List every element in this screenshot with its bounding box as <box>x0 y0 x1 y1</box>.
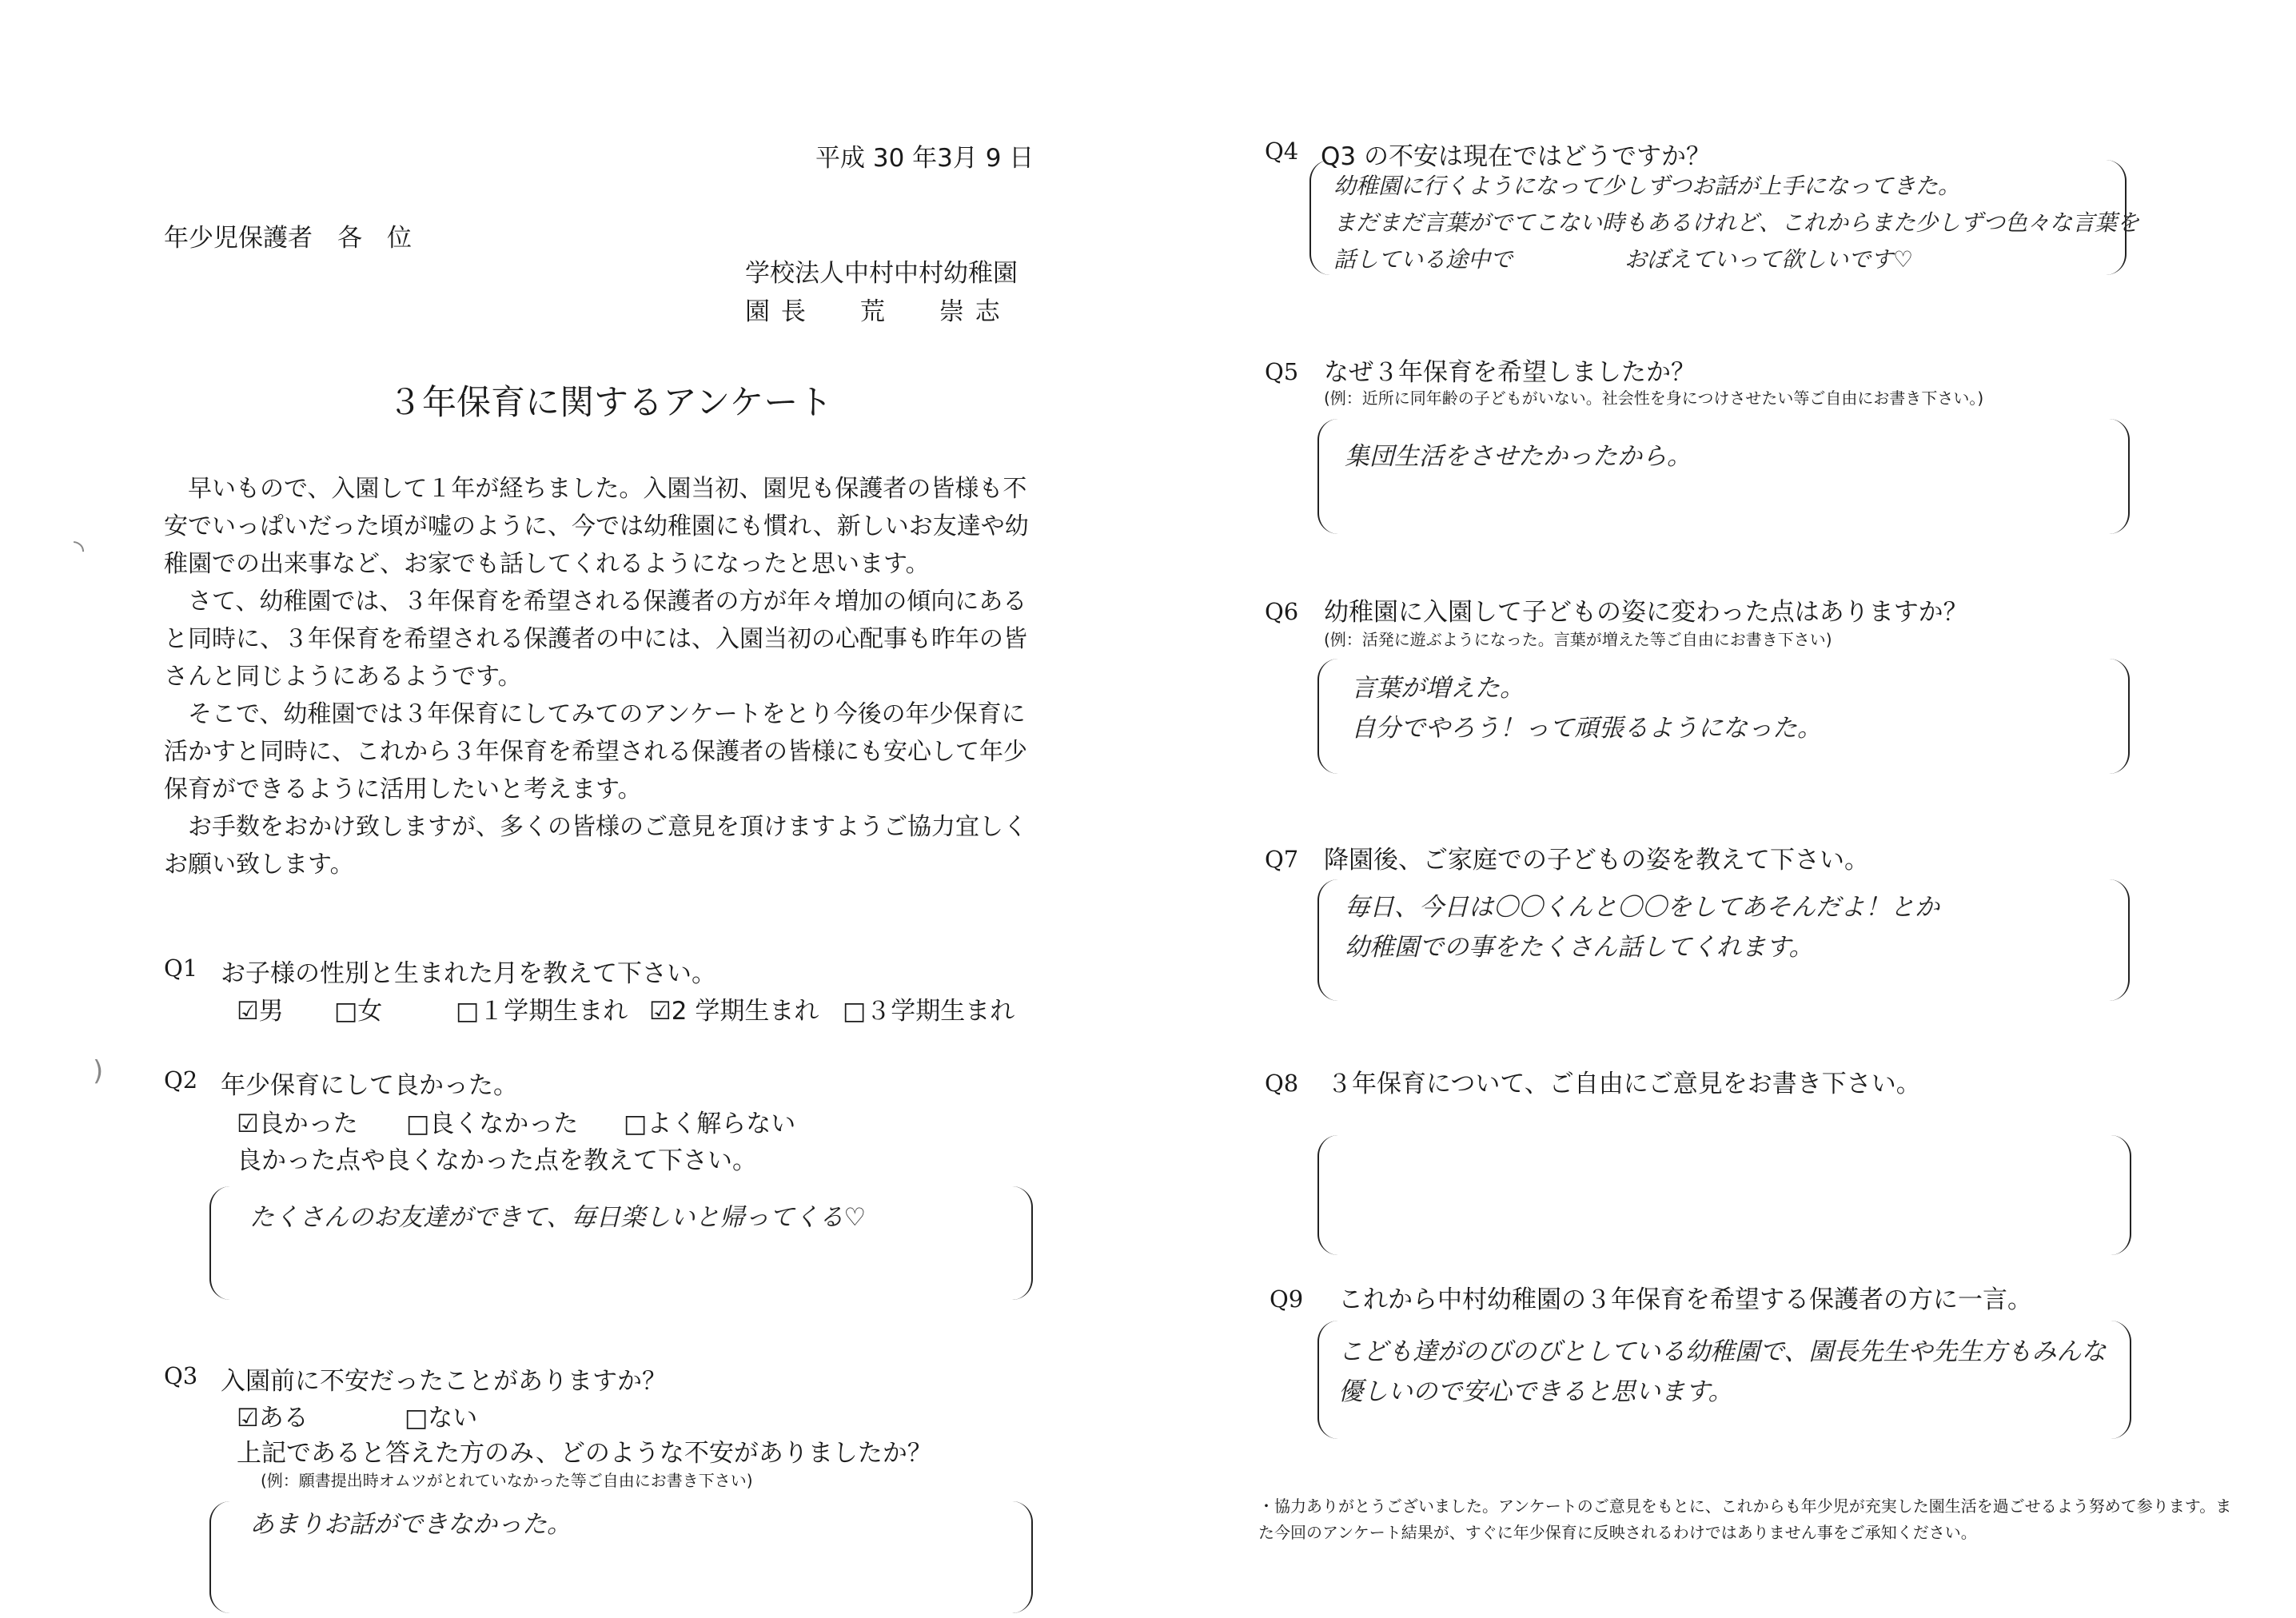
q2-option-good[interactable]: ☑良かった <box>237 1110 358 1138</box>
footer-note: ・協力ありがとうございました。アンケートのご意見をもとに、これからも年少児が充実した園生活を過ごせるよう努めて参ります。また今回のアンケート結果が、すぐに年少保育に反映されるわけではありません事をご承知ください。 <box>1258 1496 2232 1542</box>
q9-question: これから中村幼稚園の３年保育を希望する保護者の方に一言。 <box>1338 1285 2032 1314</box>
q1-number: Q1 <box>164 954 198 982</box>
q2-answer: たくさんのお友達ができて、毎日楽しいと帰ってくる♡ <box>249 1203 867 1232</box>
q4-answer-line: まだまだ言葉がでてこない時もあるけれど、これからまた少しずつ色々な言葉を <box>1333 209 2140 236</box>
q6-answer-line: 自分でやろう！って頑張るようになった。 <box>1351 714 1822 743</box>
q3-option-no[interactable]: □ない <box>405 1404 478 1433</box>
q1-option-term1[interactable]: □１学期生まれ <box>456 997 628 1026</box>
q4-answer <box>1333 168 2139 278</box>
punch-hole-mark: ◝ <box>74 534 85 566</box>
q2-question: 年少保育にして良かった。 <box>221 1071 518 1100</box>
q6-example: (例：活発に遊ぶようになった。言葉が増えた等ご自由にお書き下さい) <box>1324 630 1832 649</box>
intro-paragraph: 早いもので、入園して１年が経ちました。入園当初、園児も保護者の皆様も不安でいっぱいだった頃が嘘のように、今では幼稚園にも慣れ、新しいお友達や幼稚園での出来事など、お家でも話してくれるようになったと思います。 <box>164 475 1029 578</box>
q4-number: Q4 <box>1265 137 1299 165</box>
q2-number: Q2 <box>164 1066 198 1094</box>
intro-paragraph: さて、幼稚園では、３年保育を希望される保護者の方が年々増加の傾向にあると同時に、３年保育を希望される保護者の中には、入園当初の心配事も昨年の皆さんと同じようにあるようです。 <box>164 588 1027 691</box>
q6-answer <box>1351 668 1822 748</box>
q3-option-yes[interactable]: ☑ある <box>237 1404 309 1433</box>
q5-answer: 集団生活をさせたかったから。 <box>1345 442 1692 471</box>
q4-answer-line: 幼稚園に行くようになって少しずつお話が上手になってきた。 <box>1333 173 1961 199</box>
q8-answer-box[interactable] <box>1317 1135 2131 1255</box>
intro-paragraph: お手数をおかけ致しますが、多くの皆様のご意見を頂けますようご協力宜しくお願い致します。 <box>164 813 1027 879</box>
q1-option-term2[interactable]: ☑2 学期生まれ <box>649 997 819 1026</box>
q1-option-term3[interactable]: □３学期生まれ <box>843 997 1015 1026</box>
q3-number: Q3 <box>164 1362 198 1389</box>
q1-question: お子様の性別と生まれた月を教えて下さい。 <box>221 959 716 988</box>
q4-answer-line: 話している途中で おぼえていって欲しいです♡ <box>1333 246 1914 273</box>
q5-question: なぜ３年保育を希望しましたか？ <box>1324 358 1696 387</box>
q2-subquestion: 良かった点や良くなかった点を教えて下さい。 <box>237 1146 757 1175</box>
q6-number: Q6 <box>1265 598 1299 625</box>
page-title: ３年保育に関するアンケート <box>388 383 833 423</box>
intro-paragraph: そこで、幼稚園では３年保育にしてみてのアンケートをとり今後の年少保育に活かすと同時に、これから３年保育を希望される保護者の皆様にも安心して年少保育ができるように活用したいと考えます。 <box>164 700 1027 803</box>
left-page <box>0 0 1135 1618</box>
q7-answer-line: 毎日、今日は〇〇くんと〇〇をしてあそんだよ！とか <box>1345 893 1939 922</box>
q9-answer <box>1338 1332 2106 1412</box>
right-page <box>1148 0 2283 1618</box>
q3-answer: あまりお話ができなかった。 <box>249 1510 572 1539</box>
intro-text <box>164 470 1035 883</box>
q1-option-girl[interactable]: □女 <box>334 997 383 1026</box>
q9-answer-line: こども達がのびのびとしている幼稚園で、園長先生や先生方もみんな <box>1338 1337 2107 1366</box>
q7-answer <box>1345 887 1939 967</box>
q8-number: Q8 <box>1265 1070 1299 1097</box>
q6-answer-line: 言葉が増えた。 <box>1351 674 1525 703</box>
q7-number: Q7 <box>1265 846 1299 873</box>
recipient-line: 年少児保護者 各 位 <box>164 224 412 253</box>
q2-option-not-good[interactable]: □良くなかった <box>406 1110 579 1138</box>
q1-option-boy[interactable]: ☑男 <box>237 997 284 1026</box>
q3-subquestion: 上記であると答えた方のみ、どのような不安がありましたか？ <box>237 1439 932 1468</box>
q5-number: Q5 <box>1265 358 1299 385</box>
q7-question: 降園後、ご家庭での子どもの姿を教えて下さい。 <box>1324 846 1869 875</box>
organization-name: 学校法人中村中村幼稚園 <box>745 259 1018 288</box>
q2-option-unsure[interactable]: □よく解らない <box>624 1110 796 1138</box>
q3-question: 入園前に不安だったことがありますか？ <box>221 1367 667 1396</box>
q9-number: Q9 <box>1270 1285 1304 1313</box>
q9-answer-line: 優しいので安心できると思います。 <box>1338 1377 1733 1406</box>
q4-question: Q3 の不安は現在ではどうですか？ <box>1321 142 1711 171</box>
q8-question: ３年保育について、ご自由にご意見をお書き下さい。 <box>1327 1070 1921 1098</box>
q5-example: (例：近所に同年齢の子どもがいない。社会性を身につけさせたい等ご自由にお書き下さい。) <box>1324 389 1984 408</box>
q7-answer-line: 幼稚園での事をたくさん話してくれます。 <box>1345 933 1814 962</box>
punch-hole-mark: ) <box>93 1055 104 1087</box>
q3-example: (例：願書提出時オムツがとれていなかった等ご自由にお書き下さい) <box>261 1471 753 1490</box>
document-date: 平成 30 年3月 9 日 <box>815 144 1034 173</box>
q6-question: 幼稚園に入園して子どもの姿に変わった点はありますか？ <box>1324 598 1968 627</box>
principal-name: 園 長 荒 崇 志 <box>745 297 1002 326</box>
